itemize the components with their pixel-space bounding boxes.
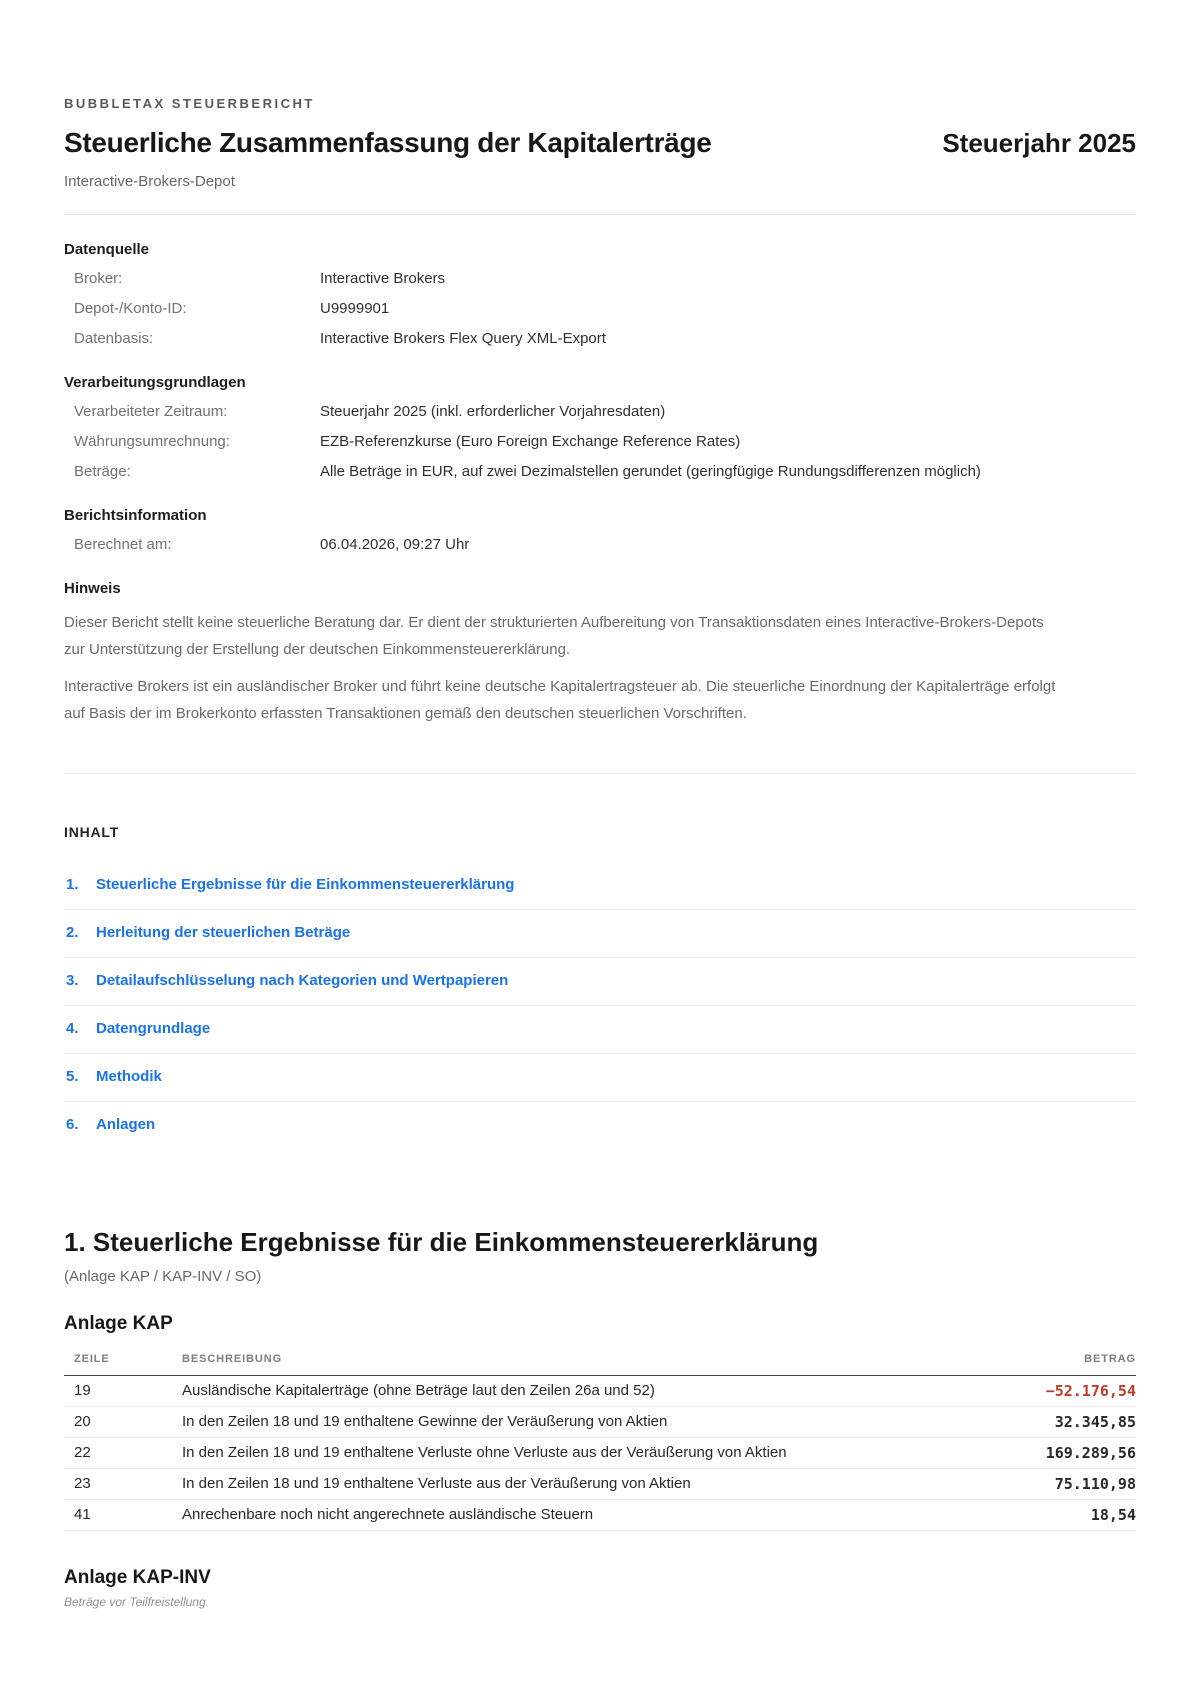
- header-divider: [64, 214, 1136, 215]
- cell-zeile: 22: [64, 1438, 172, 1469]
- meta-value: Interactive Brokers Flex Query XML-Export: [320, 330, 606, 347]
- anlage-kap-inv-note: Beträge vor Teilfreistellung: [64, 1595, 206, 1609]
- cell-beschreibung: In den Zeilen 18 und 19 enthaltene Gewinne der Veräußerung von Aktien: [172, 1407, 1001, 1438]
- report-eyebrow: BUBBLETAX STEUERBERICHT: [64, 96, 315, 111]
- toc-item-label: Herleitung der steuerlichen Beträge: [96, 924, 351, 941]
- toc-item-number: 2.: [66, 924, 79, 941]
- toc-item-label: Datengrundlage: [96, 1020, 211, 1037]
- title-row: [64, 127, 1136, 159]
- verarbeitung-heading: Verarbeitungsgrundlagen: [64, 374, 246, 391]
- section-hinweis: [64, 580, 1136, 727]
- cell-betrag: −52.176,54: [1001, 1376, 1136, 1407]
- meta-label: Verarbeiteter Zeitraum:: [74, 403, 228, 420]
- anlage-kap-table: [64, 1353, 1136, 1531]
- depot-subtitle: Interactive-Brokers-Depot: [64, 173, 235, 190]
- page-title: Steuerliche Zusammenfassung der Kapitalerträge: [64, 127, 712, 158]
- toc-item-methodik[interactable]: [64, 1054, 1136, 1102]
- meta-row-waehrung: [64, 433, 1136, 451]
- toc-item-number: 3.: [66, 972, 79, 989]
- section-1-subheading: (Anlage KAP / KAP-INV / SO): [64, 1268, 262, 1285]
- toc-item-number: 1.: [66, 876, 79, 893]
- bericht-heading: Berichtsinformation: [64, 507, 207, 524]
- meta-value: 06.04.2026, 09:27 Uhr: [320, 536, 470, 553]
- section-verarbeitungsgrundlagen: [64, 374, 1136, 481]
- column-header-zeile: ZEILE: [64, 1353, 172, 1376]
- meta-label: Broker:: [74, 270, 123, 287]
- toc-item-anlagen[interactable]: [64, 1102, 1136, 1149]
- meta-row-broker: [64, 270, 1136, 288]
- meta-label: Datenbasis:: [74, 330, 154, 347]
- datenquelle-heading: Datenquelle: [64, 241, 150, 258]
- cell-beschreibung: In den Zeilen 18 und 19 enthaltene Verluste aus der Veräußerung von Aktien: [172, 1469, 1001, 1500]
- meta-row-konto-id: [64, 300, 1136, 318]
- meta-value: Steuerjahr 2025 (inkl. erforderlicher Vorjahresdaten): [320, 403, 666, 420]
- meta-row-berechnet-am: [64, 536, 1136, 554]
- meta-label: Währungsumrechnung:: [74, 433, 230, 450]
- meta-value: Interactive Brokers: [320, 270, 446, 287]
- toc-list: [64, 862, 1136, 1149]
- meta-row-zeitraum: [64, 403, 1136, 421]
- cell-beschreibung: Anrechenbare noch nicht angerechnete ausländische Steuern: [172, 1500, 1001, 1531]
- cell-zeile: 20: [64, 1407, 172, 1438]
- cell-betrag: 18,54: [1001, 1500, 1136, 1531]
- tax-year-label: Steuerjahr 2025: [942, 128, 1136, 158]
- meta-value: Alle Beträge in EUR, auf zwei Dezimalstellen gerundet (geringfügige Rundungsdifferenzen möglich): [320, 463, 981, 480]
- toc-item-label: Methodik: [96, 1068, 162, 1085]
- meta-value: EZB-Referenzkurse (Euro Foreign Exchange Reference Rates): [320, 433, 741, 450]
- hinweis-paragraph-1: Dieser Bericht stellt keine steuerliche Beratung dar. Er dient der strukturierten Aufbereitung von Transaktionsdaten eines Interactive-Brokers-Depots zur Unterstützung der Erstellung der deutschen Einkommensteuererklärung.: [64, 614, 1044, 658]
- column-header-betrag: BETRAG: [1001, 1353, 1136, 1376]
- toc-item-label: Anlagen: [96, 1116, 156, 1133]
- toc-item-detailaufschluesselung[interactable]: [64, 958, 1136, 1006]
- toc-item-number: 6.: [66, 1116, 79, 1133]
- content-divider: [64, 773, 1136, 774]
- table-of-contents: [64, 824, 1136, 1149]
- toc-heading: INHALT: [64, 824, 120, 840]
- toc-item-label: Steuerliche Ergebnisse für die Einkommensteuererklärung: [96, 876, 515, 893]
- toc-item-label: Detailaufschlüsselung nach Kategorien und Wertpapieren: [96, 972, 509, 989]
- section-1-heading: 1. Steuerliche Ergebnisse für die Einkommensteuererklärung: [64, 1227, 819, 1257]
- table-row: [64, 1469, 1136, 1500]
- section-datenquelle: [64, 241, 1136, 348]
- meta-label: Depot-/Konto-ID:: [74, 300, 187, 317]
- table-row: [64, 1500, 1136, 1531]
- section-berichtsinformation: [64, 507, 1136, 554]
- meta-row-betraege: [64, 463, 1136, 481]
- table-row: [64, 1376, 1136, 1407]
- hinweis-heading: Hinweis: [64, 580, 121, 597]
- cell-zeile: 41: [64, 1500, 172, 1531]
- cell-betrag: 169.289,56: [1001, 1438, 1136, 1469]
- toc-item-herleitung[interactable]: [64, 910, 1136, 958]
- cell-beschreibung: Ausländische Kapitalerträge (ohne Beträge laut den Zeilen 26a und 52): [172, 1376, 1001, 1407]
- cell-zeile: 23: [64, 1469, 172, 1500]
- hinweis-paragraph-2: Interactive Brokers ist ein ausländischer Broker und führt keine deutsche Kapitalertragsteuer ab. Die steuerliche Einordnung der Kapitalerträge erfolgt auf Basis der im Brokerkonto erfassten Transaktionen gemäß den deutschen steuerlichen Vorschriften.: [64, 678, 1056, 722]
- toc-item-number: 4.: [66, 1020, 79, 1037]
- meta-label: Beträge:: [74, 463, 131, 480]
- cell-beschreibung: In den Zeilen 18 und 19 enthaltene Verluste ohne Verluste aus der Veräußerung von Aktien: [172, 1438, 1001, 1469]
- toc-item-ergebnisse[interactable]: [64, 862, 1136, 910]
- column-header-beschreibung: BESCHREIBUNG: [172, 1353, 1001, 1376]
- cell-betrag: 32.345,85: [1001, 1407, 1136, 1438]
- table-row: [64, 1438, 1136, 1469]
- table-row: [64, 1407, 1136, 1438]
- meta-row-datenbasis: [64, 330, 1136, 348]
- meta-label: Berechnet am:: [74, 536, 172, 553]
- cell-zeile: 19: [64, 1376, 172, 1407]
- table-header-row: [64, 1353, 1136, 1376]
- meta-value: U9999901: [320, 300, 390, 317]
- cell-betrag: 75.110,98: [1001, 1469, 1136, 1500]
- anlage-kap-inv-heading: Anlage KAP-INV: [64, 1567, 211, 1588]
- toc-item-datengrundlage[interactable]: [64, 1006, 1136, 1054]
- toc-item-number: 5.: [66, 1068, 79, 1085]
- anlage-kap-heading: Anlage KAP: [64, 1313, 173, 1334]
